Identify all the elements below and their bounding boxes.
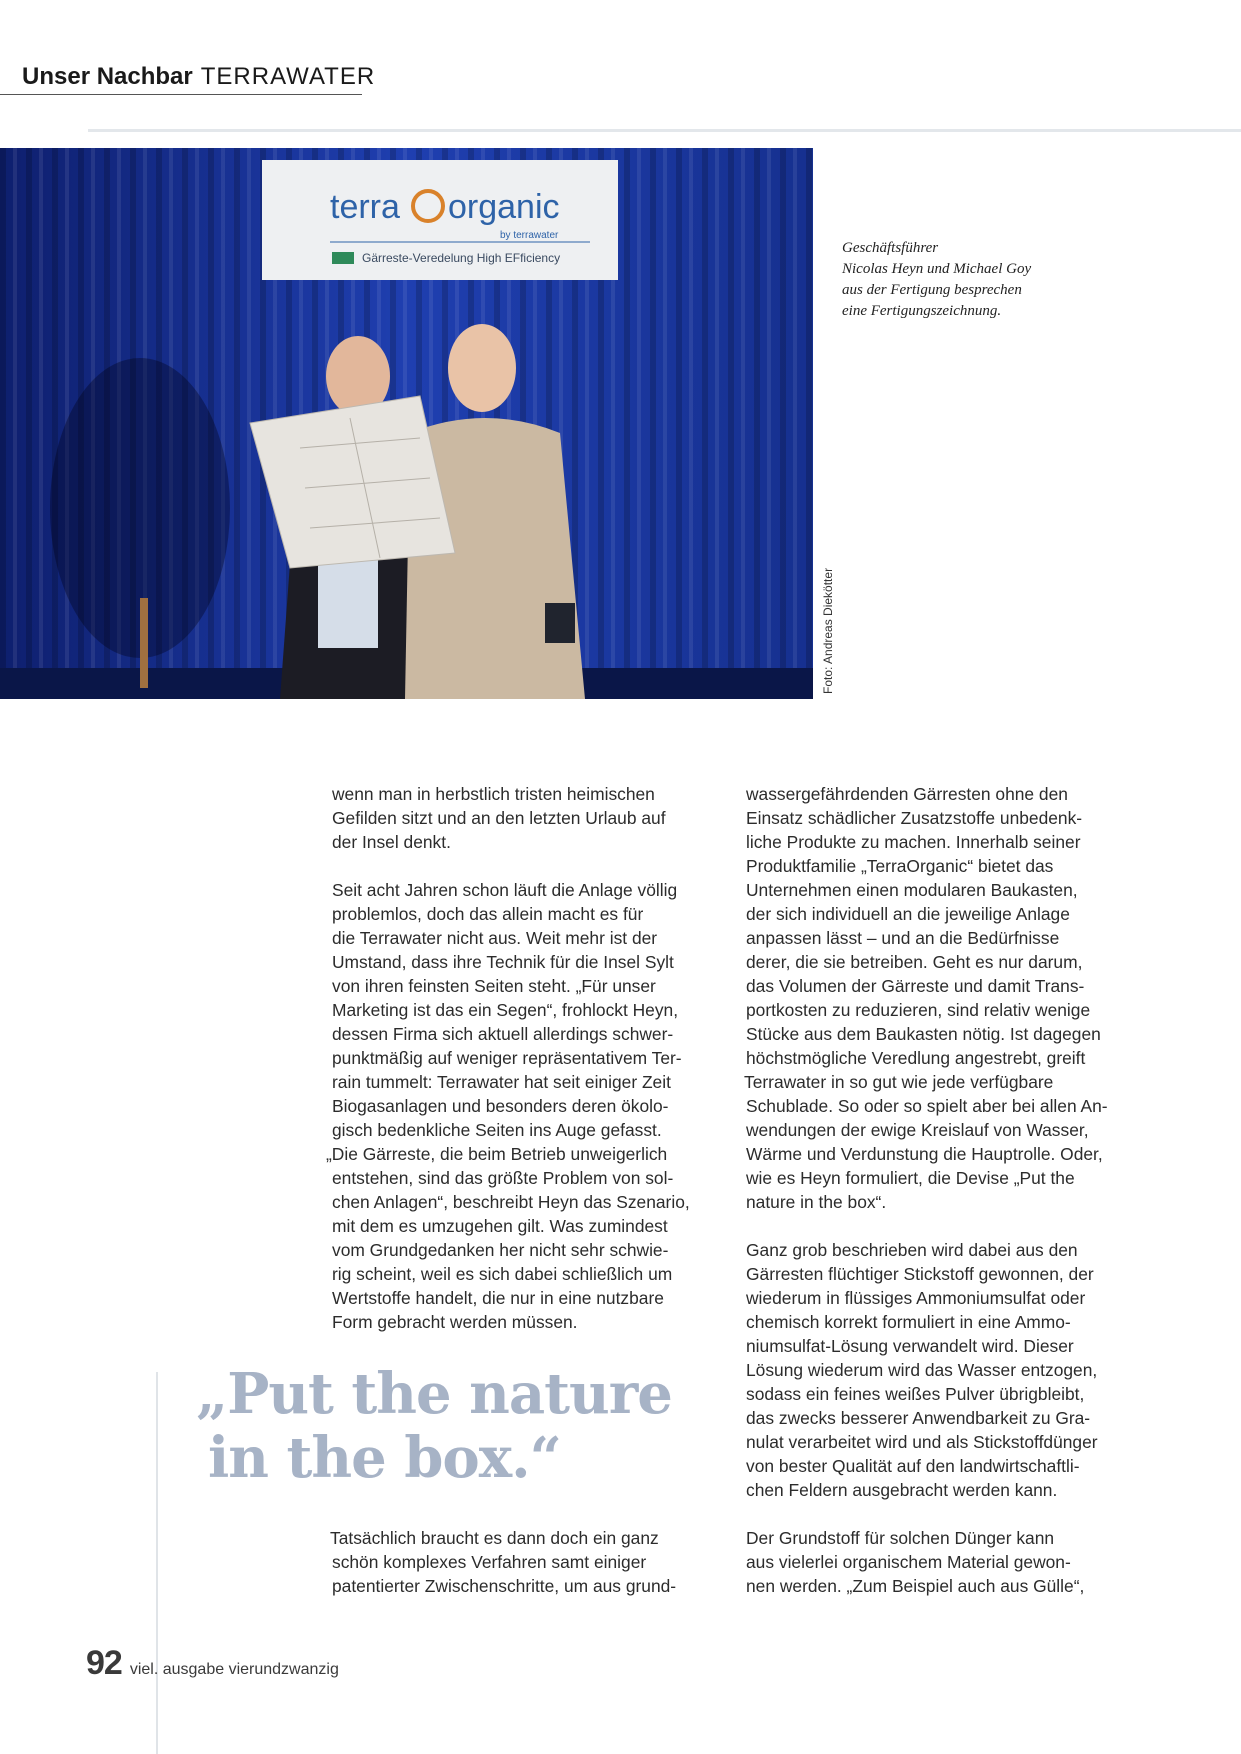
text-line: Umstand, dass ihre Technik für die Insel Sylt xyxy=(332,952,674,972)
page-footer xyxy=(86,1644,339,1683)
text-line: Gärresten flüchtiger Stickstoff gewonnen, der xyxy=(746,1264,1094,1284)
text-line: aus vielerlei organischem Material gewon- xyxy=(746,1552,1071,1572)
text-line: Unternehmen einen modularen Baukasten, xyxy=(746,880,1078,900)
photo-illustration xyxy=(0,148,813,699)
text-line: „Die Gärreste, die beim Betrieb unweigerlich xyxy=(326,1144,668,1164)
sign-brand-left: terra xyxy=(330,188,400,226)
text-line: Terrawater in so gut wie jede verfügbare xyxy=(744,1072,1054,1092)
caption-line: aus der Fertigung besprechen xyxy=(842,282,1022,298)
body-paragraph xyxy=(332,782,712,854)
text-line: wiederum in flüssiges Ammoniumsulfat oder xyxy=(746,1288,1086,1308)
text-line: Marketing ist das ein Segen“, frohlockt Heyn, xyxy=(332,1000,679,1020)
text-line: wie es Heyn formuliert, die Devise „Put the xyxy=(746,1168,1075,1188)
text-line: schön komplexes Verfahren samt einiger xyxy=(332,1552,647,1572)
body-paragraph xyxy=(746,1526,1126,1598)
text-line: Wärme und Verdunstung die Hauptrolle. Oder, xyxy=(746,1144,1103,1164)
text-line: mit dem es umzugehen gilt. Was zumindest xyxy=(332,1216,668,1236)
text-line: von ihren feinsten Seiten steht. „Für unser xyxy=(332,976,656,996)
text-line: wassergefährdenden Gärresten ohne den xyxy=(746,784,1068,804)
text-line: portkosten zu reduzieren, sind relativ wenige xyxy=(746,1000,1091,1020)
text-line: Form gebracht werden müssen. xyxy=(332,1312,578,1332)
body-paragraph xyxy=(746,1238,1126,1502)
body-column-left-continued xyxy=(330,1526,710,1598)
page-header xyxy=(22,62,375,92)
body-paragraph xyxy=(330,1526,710,1598)
caption-line: Nicolas Heyn und Michael Goy xyxy=(842,261,1032,277)
text-line: Der Grundstoff für solchen Dünger kann xyxy=(746,1528,1055,1548)
text-line: das Volumen der Gärreste und damit Trans- xyxy=(746,976,1085,996)
text-line: chen Feldern ausgebracht werden kann. xyxy=(746,1480,1058,1500)
article-photo xyxy=(0,148,813,699)
text-line: der Insel denkt. xyxy=(332,832,451,852)
text-line: höchstmögliche Veredlung angestrebt, greift xyxy=(746,1048,1086,1068)
page-number: 92 xyxy=(86,1644,122,1682)
text-line: Wertstoffe handelt, die nur in eine nutzbare xyxy=(332,1288,664,1308)
text-line: dessen Firma sich aktuell allerdings schwer- xyxy=(332,1024,674,1044)
text-line: niumsulfat-Lösung verwandelt wird. Dieser xyxy=(746,1336,1074,1356)
text-line: Biogasanlagen und besonders deren ökolo- xyxy=(332,1096,669,1116)
text-line: Schublade. So oder so spielt aber bei allen An- xyxy=(746,1096,1108,1116)
text-line: derer, die sie betreiben. Geht es nur darum, xyxy=(746,952,1083,972)
photo-caption xyxy=(842,238,1082,322)
text-line: anpassen lässt – und an die Bedürfnisse xyxy=(746,928,1060,948)
text-line: rig scheint, weil es sich dabei schließlich um xyxy=(332,1264,673,1284)
text-line: rain tummelt: Terrawater hat seit einiger Zeit xyxy=(332,1072,671,1092)
text-line: Tatsächlich braucht es dann doch ein ganz xyxy=(330,1528,659,1548)
text-line: wendungen der ewige Kreislauf von Wasser, xyxy=(746,1120,1089,1140)
text-line: Seit acht Jahren schon läuft die Anlage völlig xyxy=(332,880,678,900)
text-line: Lösung wiederum wird das Wasser entzogen, xyxy=(746,1360,1098,1380)
body-paragraph xyxy=(746,782,1126,1214)
pullquote xyxy=(196,1361,672,1491)
body-column-left xyxy=(326,782,712,1334)
caption-line: eine Fertigungszeichnung. xyxy=(842,303,1002,319)
pullquote-bar xyxy=(156,1372,158,1754)
text-line: punktmäßig auf weniger repräsentativem Ter- xyxy=(332,1048,682,1068)
text-line: entstehen, sind das größte Problem von sol- xyxy=(332,1168,674,1188)
text-line: vom Grundgedanken her nicht sehr schwie- xyxy=(332,1240,669,1260)
text-line: die Terrawater nicht aus. Weit mehr ist der xyxy=(332,928,658,948)
text-line: das zwecks besserer Anwendbarkeit zu Gra- xyxy=(746,1408,1091,1428)
text-line: chemisch korrekt formuliert in eine Ammo- xyxy=(746,1312,1071,1332)
text-line: Produktfamilie „TerraOrganic“ bietet das xyxy=(746,856,1054,876)
sign-mini-logo-icon xyxy=(332,252,354,264)
body-column-right xyxy=(746,782,1126,1598)
sign-tagline: Gärreste-Veredelung High EFficiency xyxy=(362,251,561,265)
text-line: der sich individuell an die jeweilige Anlage xyxy=(746,904,1070,924)
text-line: Gefilden sitzt und an den letzten Urlaub auf xyxy=(332,808,666,828)
text-line: wenn man in herbstlich tristen heimischen xyxy=(332,784,655,804)
text-line: nulat verarbeitet wird und als Stickstoffdünger xyxy=(746,1432,1098,1452)
publication-name: viel. ausgabe vierundzwanzig xyxy=(129,1661,339,1678)
pullquote-line: „Put the nature xyxy=(196,1361,672,1427)
caption-line: Geschäftsführer xyxy=(842,240,939,256)
text-line: von bester Qualität auf den landwirtschaftli- xyxy=(746,1456,1080,1476)
header-rule xyxy=(0,94,362,95)
body-paragraph xyxy=(326,878,712,1334)
text-line: nature in the box“. xyxy=(746,1192,887,1212)
text-line: patentierter Zwischenschritte, um aus grund- xyxy=(332,1576,677,1596)
text-line: Einsatz schädlicher Zusatzstoffe unbedenk- xyxy=(746,808,1083,828)
sign-byline: by terrawater xyxy=(500,230,559,241)
top-rule xyxy=(88,129,1241,132)
text-line: nen werden. „Zum Beispiel auch aus Gülle“, xyxy=(746,1576,1085,1596)
section-label: Unser Nachbar xyxy=(22,63,193,90)
text-line: liche Produkte zu machen. Innerhalb seiner xyxy=(746,832,1081,852)
text-line: Ganz grob beschrieben wird dabei aus den xyxy=(746,1240,1078,1260)
text-line: gisch bedenkliche Seiten ins Auge gefasst. xyxy=(332,1120,662,1140)
text-line: Stücke aus dem Baukasten nötig. Ist dagegen xyxy=(746,1024,1101,1044)
text-line: sodass ein feines weißes Pulver übrigbleibt, xyxy=(746,1384,1085,1404)
text-line: problemlos, doch das allein macht es für xyxy=(332,904,644,924)
topic-label: TERRAWATER xyxy=(200,63,376,90)
text-line: chen Anlagen“, beschreibt Heyn das Szenario, xyxy=(332,1192,690,1212)
pullquote-line: in the box.“ xyxy=(208,1425,561,1491)
terraorganic-sign xyxy=(262,160,618,280)
photo-credit: Foto: Andreas Diekötter xyxy=(821,567,835,694)
sign-brand-right: organic xyxy=(448,188,560,226)
